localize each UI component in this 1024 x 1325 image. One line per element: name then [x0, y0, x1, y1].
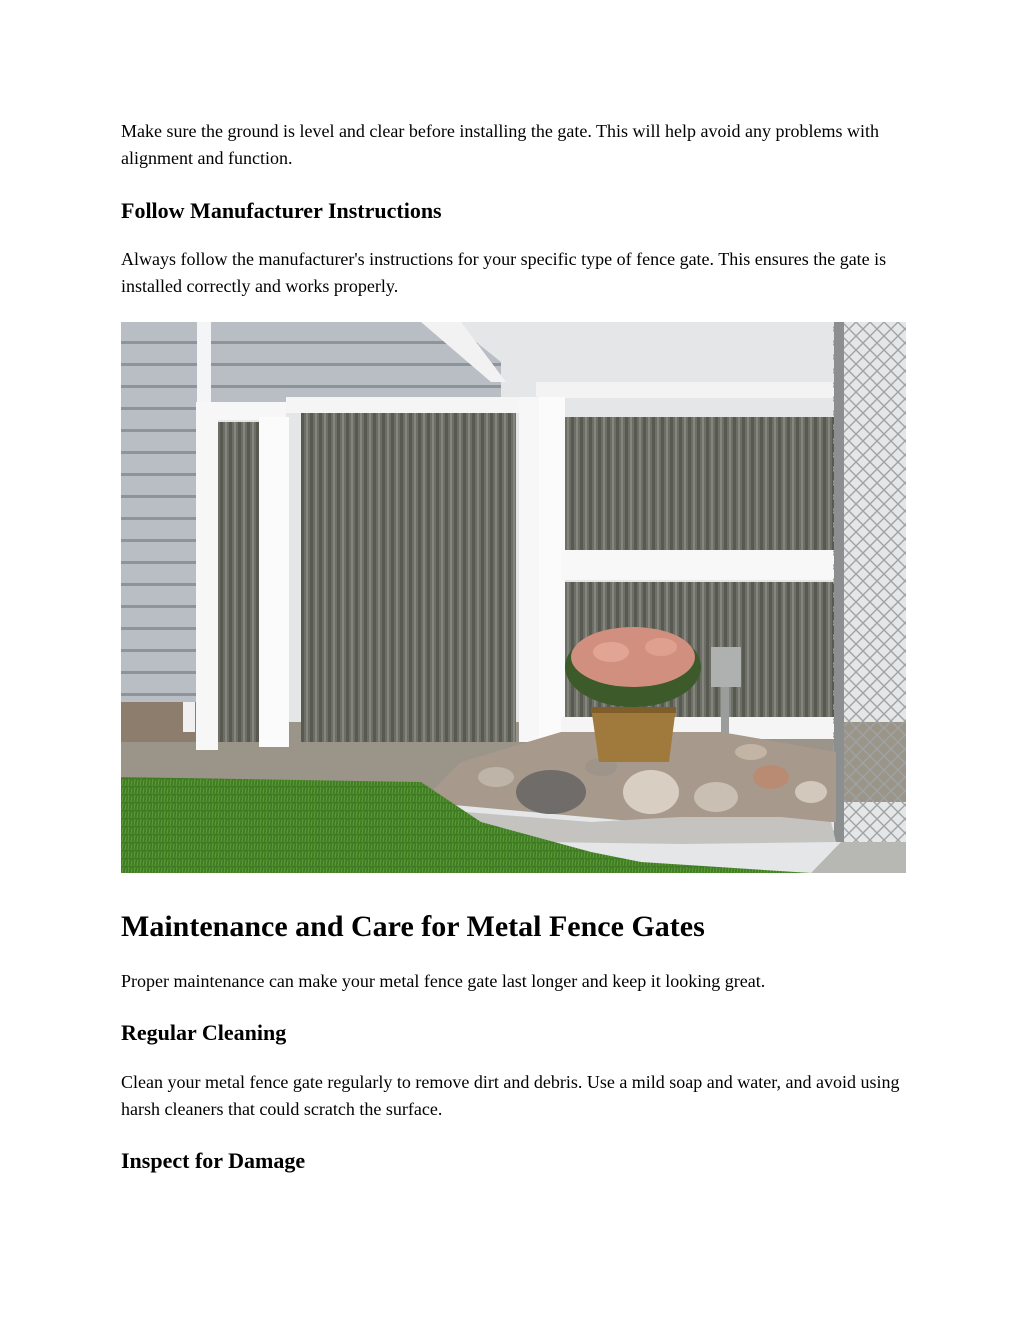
heading-regular-cleaning: Regular Cleaning [121, 1020, 287, 1045]
paragraph-manufacturer: Always follow the manufacturer's instructions for your specific type of fence gate. This ensures the gate is installed correctly and works properly. [121, 249, 887, 296]
paragraph-ground-level: Make sure the ground is level and clear before installing the gate. This will help avoid any problems with alignment and function. [121, 121, 879, 168]
fence-gate-photo [121, 322, 906, 873]
heading-inspect-damage: Inspect for Damage [121, 1148, 306, 1173]
heading-follow-instructions: Follow Manufacturer Instructions [121, 198, 442, 223]
paragraph-maintenance-intro: Proper maintenance can make your metal fence gate last longer and keep it looking great. [121, 971, 766, 991]
heading-maintenance-care: Maintenance and Care for Metal Fence Gates [121, 910, 705, 943]
paragraph-cleaning: Clean your metal fence gate regularly to remove dirt and debris. Use a mild soap and water, and avoid using harsh cleaners that could scratch the surface. [121, 1072, 900, 1119]
